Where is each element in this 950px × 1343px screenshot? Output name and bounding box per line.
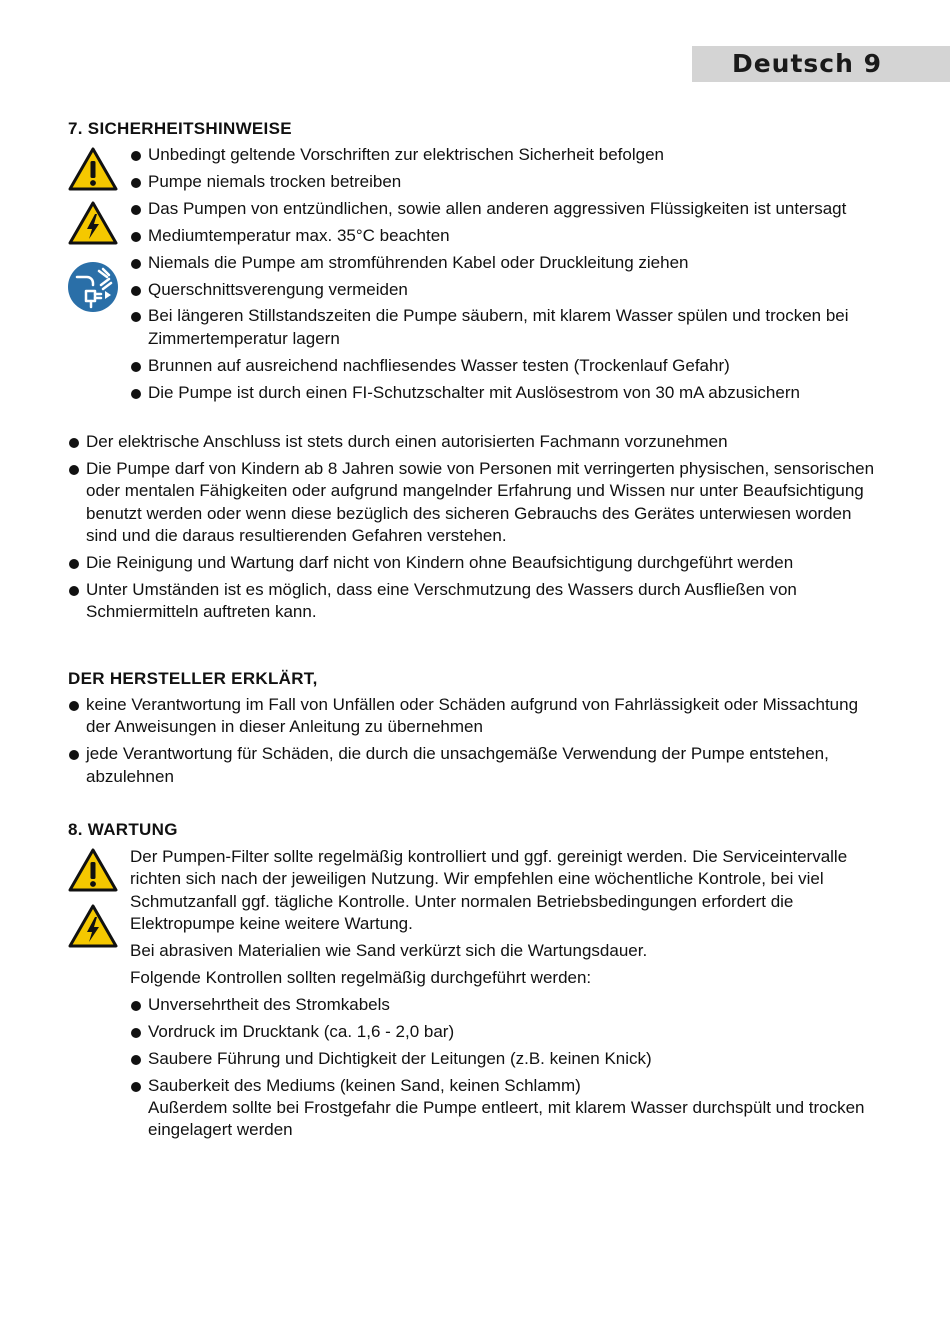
list-item-text: Sauberkeit des Mediums (keinen Sand, keinen Schlamm) — [148, 1075, 581, 1095]
maintenance-text — [130, 846, 890, 1146]
list-item: Die Pumpe darf von Kindern ab 8 Jahren sowie von Personen mit verringerten physischen, sensorischen oder mentalen Fähigkeiten oder aufgrund mangelnder Erfahrung und Wissen nur unter Beaufsichtigung benutzt werden oder wenn diese bezüglich des sicheren Gebrauchs des Gerätes unterwiesen worden sind und die daraus resultierenden Gefahren verstehen. — [68, 458, 878, 548]
safety-list-outer — [68, 431, 878, 628]
paragraph: Der Pumpen-Filter sollte regelmäßig kontrolliert und ggf. gereinigt werden. Die Serviceintervalle richten sich nach der jeweiligen Nutzung. Wir empfehlen eine wöchentliche Kontrole, bei viel Schmutzanfall ggf. tägliche Kontrolle. Unter normalen Betriebsbedingungen erfordert die Elektropumpe keine weitere Wartung. — [130, 847, 848, 934]
warning-triangle-icon — [67, 847, 119, 893]
list-item: Unter Umständen ist es möglich, dass eine Verschmutzung des Wassers durch Ausfließen von Schmiermitteln auftreten kann. — [68, 579, 878, 624]
unplug-mains-icon — [67, 261, 119, 313]
list-item: Unbedingt geltende Vorschriften zur elektrischen Sicherheit befolgen — [130, 144, 890, 166]
list-item: Das Pumpen von entzündlichen, sowie allen anderen aggressiven Flüssigkeiten ist untersagt — [130, 198, 890, 220]
list-item: Pumpe niemals trocken betreiben — [130, 171, 890, 193]
list-item: Die Reinigung und Wartung darf nicht von Kindern ohne Beaufsichtigung durchgeführt werden — [68, 552, 878, 574]
list-item: Mediumtemperatur max. 35°C beachten — [130, 225, 890, 247]
page-number-label: Deutsch 9 — [692, 46, 950, 82]
list-item: Die Pumpe ist durch einen FI-Schutzschalter mit Auslösestrom von 30 mA abzusichern — [130, 382, 890, 404]
list-item: Der elektrische Anschluss ist stets durch einen autorisierten Fachmann vorzunehmen — [68, 431, 878, 453]
electrical-hazard-icon — [67, 200, 119, 246]
list-item: Brunnen auf ausreichend nachfliesendes Wasser testen (Trockenlauf Gefahr) — [130, 355, 890, 377]
manufacturer-heading: DER HERSTELLER ERKLÄRT, — [68, 669, 318, 688]
list-item: Vordruck im Drucktank (ca. 1,6 - 2,0 bar) — [130, 1021, 890, 1043]
warning-triangle-icon — [67, 146, 119, 192]
manufacturer-list — [68, 694, 878, 793]
safety-list-indented — [130, 144, 890, 409]
list-item: Saubere Führung und Dichtigkeit der Leitungen (z.B. keinen Knick) — [130, 1048, 890, 1070]
paragraph: Folgende Kontrollen sollten regelmäßig durchgeführt werden: — [130, 968, 592, 988]
list-item: Bei längeren Stillstandszeiten die Pumpe säubern, mit klarem Wasser spülen und trocken bei Zimmertemperatur lagern — [130, 305, 890, 350]
list-item-continuation: Außerdem sollte bei Frostgefahr die Pumpe entleert, mit klarem Wasser durchspült und trocken eingelagert werden — [148, 1098, 865, 1140]
list-item — [130, 1075, 890, 1142]
list-item: Niemals die Pumpe am stromführenden Kabel oder Druckleitung ziehen — [130, 252, 890, 274]
list-item: jede Verantwortung für Schäden, die durch die unsachgemäße Verwendung der Pumpe entstehen, abzulehnen — [68, 743, 878, 788]
list-item: Querschnittsverengung vermeiden — [130, 279, 890, 301]
section-8-heading: 8. WARTUNG — [68, 820, 178, 839]
list-item: Unversehrtheit des Stromkabels — [130, 994, 890, 1016]
electrical-hazard-icon — [67, 903, 119, 949]
section-7-heading: 7. SICHERHEITSHINWEISE — [68, 119, 292, 138]
paragraph: Bei abrasiven Materialien wie Sand verkürzt sich die Wartungsdauer. — [130, 941, 648, 961]
list-item: keine Verantwortung im Fall von Unfällen oder Schäden aufgrund von Fahrlässigkeit oder Missachtung der Anweisungen in dieser Anleitung zu übernehmen — [68, 694, 878, 739]
